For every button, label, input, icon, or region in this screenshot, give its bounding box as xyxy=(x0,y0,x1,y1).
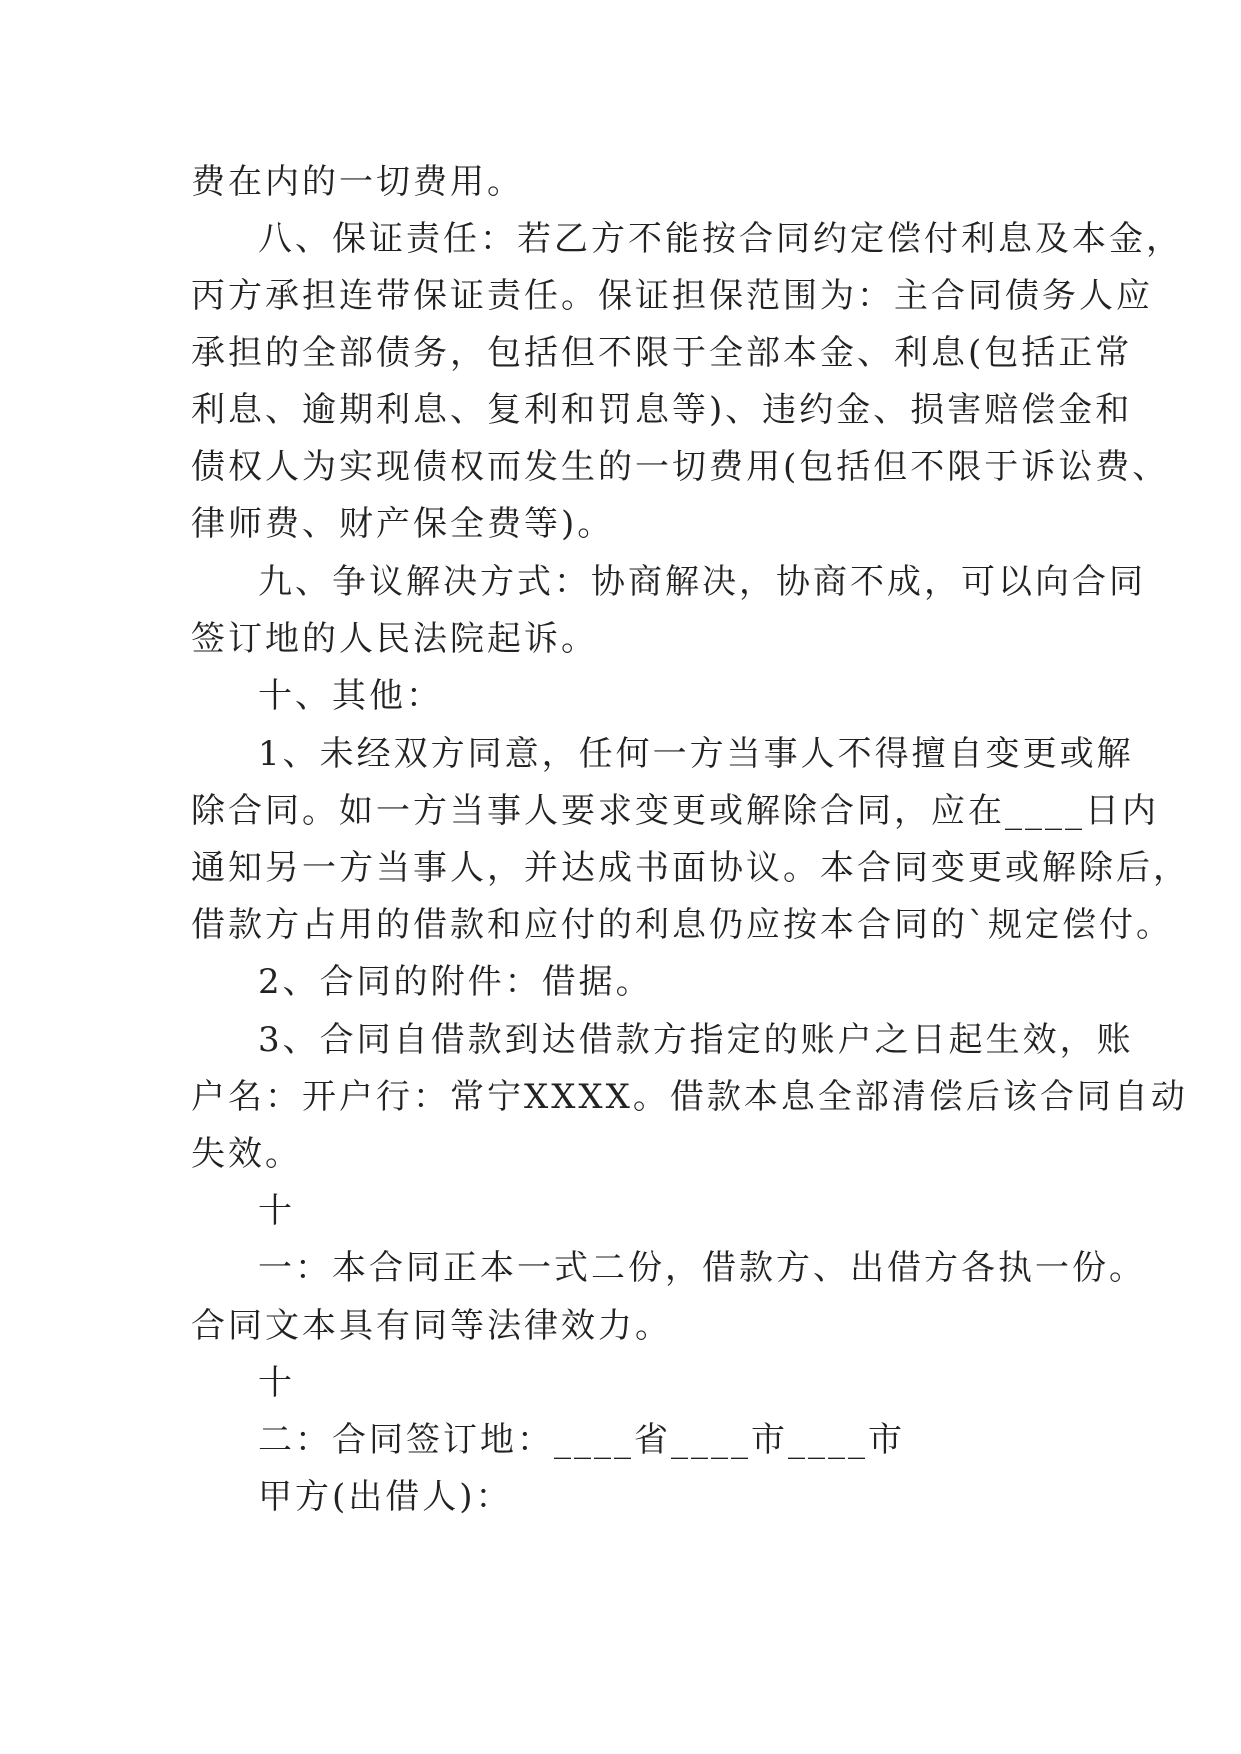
text-line: 通知另一方当事人，并达成书面协议。本合同变更或解除后， xyxy=(191,848,1190,888)
text-line: 律师费、财产保全费等)。 xyxy=(191,504,615,544)
clause-10-item-2: 2、合同的附件：借据。 xyxy=(258,962,653,1002)
text-line: 失效。 xyxy=(191,1134,302,1174)
text-line: 费在内的一切费用。 xyxy=(191,162,524,202)
text-line: 利息、逾期利息、复利和罚息等)、违约金、损害赔偿金和 xyxy=(191,390,1133,430)
clause-11-heading: 一：本合同正本一式二份，借款方、出借方各执一份。 xyxy=(258,1248,1146,1288)
text-line: 签订地的人民法院起诉。 xyxy=(191,619,598,659)
text-line: 户名：开户行：常宁XXXX。借款本息全部清偿后该合同自动 xyxy=(191,1077,1188,1117)
clause-10-item-3: 3、合同自借款到达借款方指定的账户之日起生效，账 xyxy=(258,1020,1134,1060)
signing-place-line: 二：合同签订地：____省____市____市 xyxy=(258,1420,905,1460)
text-line: 债权人为实现债权而发生的一切费用(包括但不限于诉讼费、 xyxy=(191,447,1170,487)
clause-10-item-1: 1、未经双方同意，任何一方当事人不得擅自变更或解 xyxy=(258,734,1134,774)
text-line: 丙方承担连带保证责任。保证担保范围为：主合同债务人应 xyxy=(191,276,1153,316)
clause-8-heading: 八、保证责任：若乙方不能按合同约定偿付利息及本金， xyxy=(258,219,1183,259)
text-line: 借款方占用的借款和应付的利息仍应按本合同的`规定偿付。 xyxy=(191,905,1173,945)
clause-10-heading: 十、其他： xyxy=(258,676,443,716)
text-line: 除合同。如一方当事人要求变更或解除合同，应在____日内 xyxy=(191,791,1159,831)
text-line: 合同文本具有同等法律效力。 xyxy=(191,1306,672,1346)
clause-12-number: 十 xyxy=(258,1363,295,1403)
clause-11-number: 十 xyxy=(258,1191,295,1231)
text-line: 承担的全部债务，包括但不限于全部本金、利息(包括正常 xyxy=(191,333,1133,373)
clause-9-heading: 九、争议解决方式：协商解决，协商不成，可以向合同 xyxy=(258,562,1146,602)
party-a-label: 甲方(出借人)： xyxy=(258,1477,513,1517)
